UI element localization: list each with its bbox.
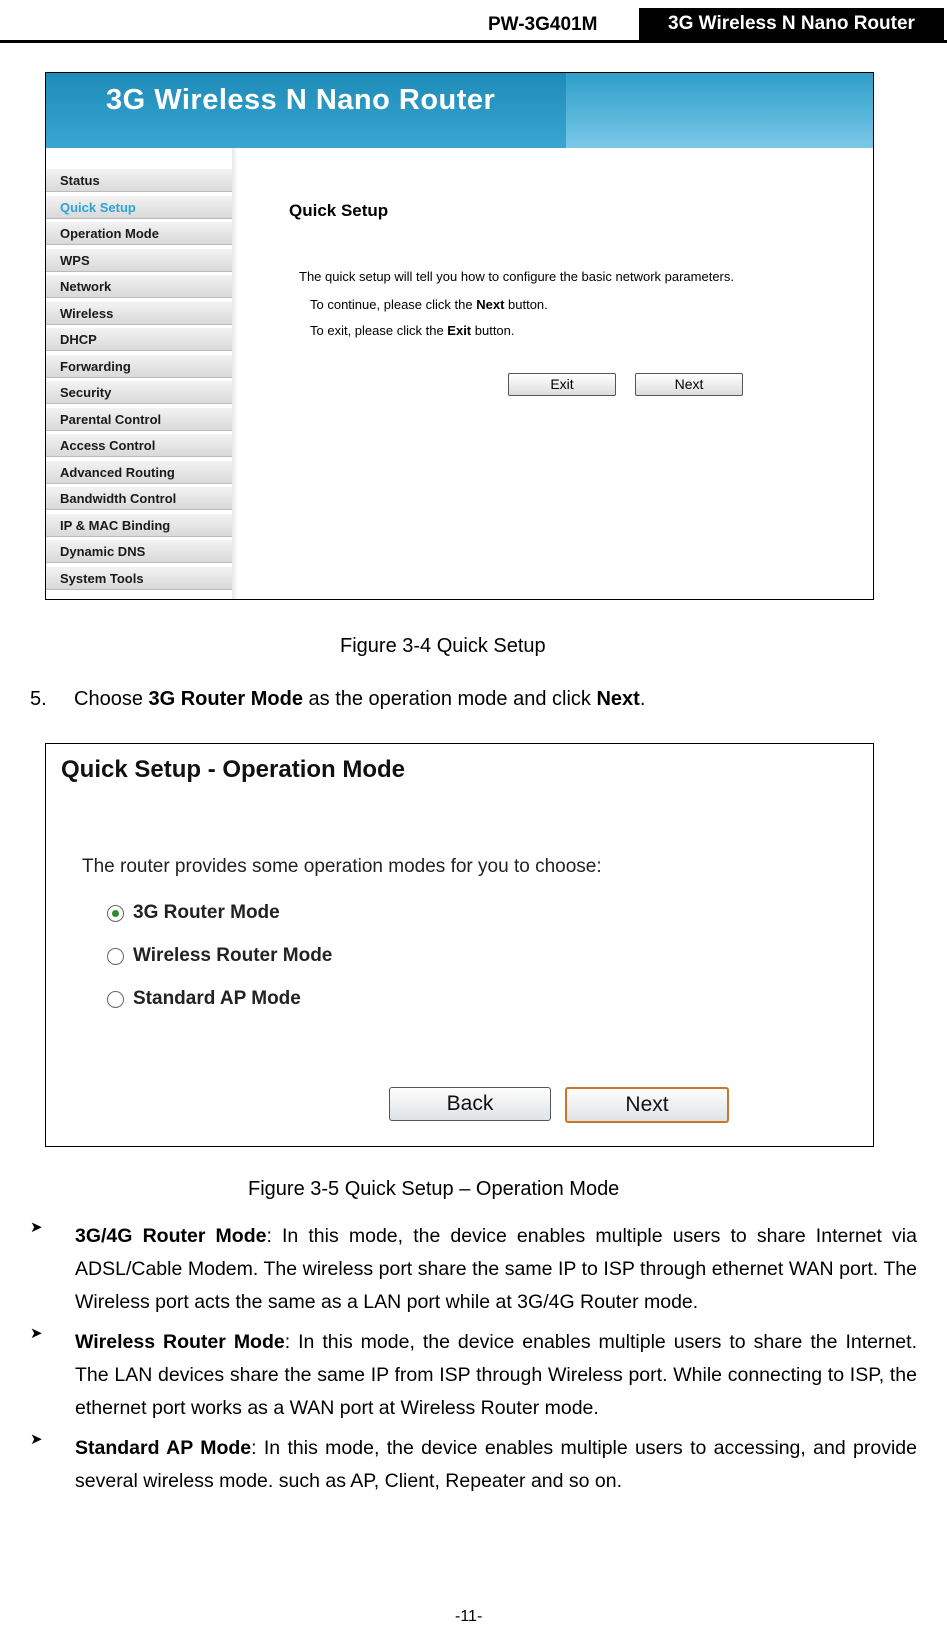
header-title: 3G Wireless N Nano Router [639, 8, 944, 40]
bullet-wireless-router-mode [30, 1326, 917, 1425]
bullet-text [75, 1326, 917, 1425]
step-text-next: Next [596, 688, 640, 710]
bullet-3g-router-mode [30, 1220, 917, 1319]
bullet-body: : In this mode, the device enables multiple users to share the Internet. The LAN devices share the same IP from ISP through Wireless port. While connecting to ISP, the ethernet port works as a WAN port at Wireless Router mode. [75, 1331, 917, 1419]
back-button[interactable]: Back [389, 1087, 551, 1121]
sidebar-item-status[interactable]: Status [46, 169, 232, 192]
header-model: PW-3G401M [488, 14, 598, 35]
radio-unselected-icon[interactable] [107, 948, 124, 965]
sidebar-item-forwarding[interactable]: Forwarding [46, 355, 232, 378]
next-button[interactable]: Next [635, 373, 743, 396]
bullet-standard-ap-mode [30, 1432, 917, 1498]
sidebar-item-network[interactable]: Network [46, 275, 232, 298]
header-rule [0, 40, 947, 43]
bullet-text [75, 1432, 917, 1498]
operation-mode-screenshot [45, 743, 874, 1147]
bullet-body: : In this mode, the device enables multiple users to accessing, and provide several wireless mode. such as AP, Client, Repeater and so on. [75, 1437, 917, 1492]
banner-title: 3G Wireless N Nano Router [106, 84, 496, 116]
exit-button[interactable]: Exit [508, 373, 616, 396]
continue-text-next: Next [476, 297, 505, 312]
page-number: -11- [455, 1608, 483, 1625]
sidebar-item-dhcp[interactable]: DHCP [46, 328, 232, 351]
sidebar-menu [46, 169, 232, 593]
quick-setup-exit-text [310, 323, 515, 338]
operation-mode-intro: The router provides some operation modes for you to choose: [82, 856, 602, 877]
sidebar-item-bandwidth-control[interactable]: Bandwidth Control [46, 487, 232, 510]
option-label: 3G Router Mode [133, 902, 280, 923]
sidebar-item-access-control[interactable]: Access Control [46, 434, 232, 457]
bullet-text [75, 1220, 917, 1319]
sidebar-item-advanced-routing[interactable]: Advanced Routing [46, 461, 232, 484]
router-banner [46, 73, 873, 148]
sidebar-item-security[interactable]: Security [46, 381, 232, 404]
option-label: Standard AP Mode [133, 988, 301, 1009]
sidebar-divider [232, 148, 238, 599]
radio-unselected-icon[interactable] [107, 991, 124, 1008]
exit-text-exit: Exit [447, 323, 472, 338]
quick-setup-continue-text [310, 297, 548, 312]
quick-setup-screenshot [45, 72, 874, 600]
figure-caption-2: Figure 3-5 Quick Setup – Operation Mode [248, 1178, 620, 1200]
step-text-mode: 3G Router Mode [148, 688, 303, 710]
step-text [74, 688, 645, 711]
step-text-post: . [639, 688, 646, 710]
sidebar-item-quick-setup[interactable]: Quick Setup [46, 196, 232, 219]
sidebar-item-wps[interactable]: WPS [46, 249, 232, 272]
sidebar-item-wireless[interactable]: Wireless [46, 302, 232, 325]
bullet-term: Standard AP Mode [75, 1437, 252, 1459]
figure-caption-1: Figure 3-4 Quick Setup [340, 635, 546, 657]
continue-text-post: button. [504, 297, 548, 312]
step-text-mid: as the operation mode and click [302, 688, 597, 710]
sidebar-item-dynamic-dns[interactable]: Dynamic DNS [46, 540, 232, 563]
step-number: 5. [30, 688, 47, 710]
bullet-term: 3G/4G Router Mode [75, 1225, 267, 1247]
operation-mode-title: Quick Setup - Operation Mode [61, 756, 406, 783]
sidebar-item-operation-mode[interactable]: Operation Mode [46, 222, 232, 245]
bullet-term: Wireless Router Mode [75, 1331, 285, 1353]
continue-text-pre: To continue, please click the [310, 297, 477, 312]
quick-setup-intro: The quick setup will tell you how to configure the basic network parameters. [299, 269, 734, 284]
mode-descriptions [30, 1220, 917, 1505]
bullet-body: : In this mode, the device enables multiple users to share Internet via ADSL/Cable Modem. The wireless port share the same IP to ISP through ethernet WAN port. The Wireless port acts the same as a LAN port while at 3G/4G Router mode. [75, 1225, 917, 1313]
radio-selected-icon[interactable] [107, 905, 124, 922]
exit-text-post: button. [471, 323, 515, 338]
exit-text-pre: To exit, please click the [310, 323, 448, 338]
sidebar-item-system-tools[interactable]: System Tools [46, 567, 232, 590]
option-label: Wireless Router Mode [133, 945, 333, 966]
step-text-pre: Choose [74, 688, 149, 710]
next-button[interactable]: Next [565, 1087, 729, 1123]
sidebar-item-parental-control[interactable]: Parental Control [46, 408, 232, 431]
sidebar-item-ip-mac-binding[interactable]: IP & MAC Binding [46, 514, 232, 537]
quick-setup-title: Quick Setup [289, 201, 389, 220]
